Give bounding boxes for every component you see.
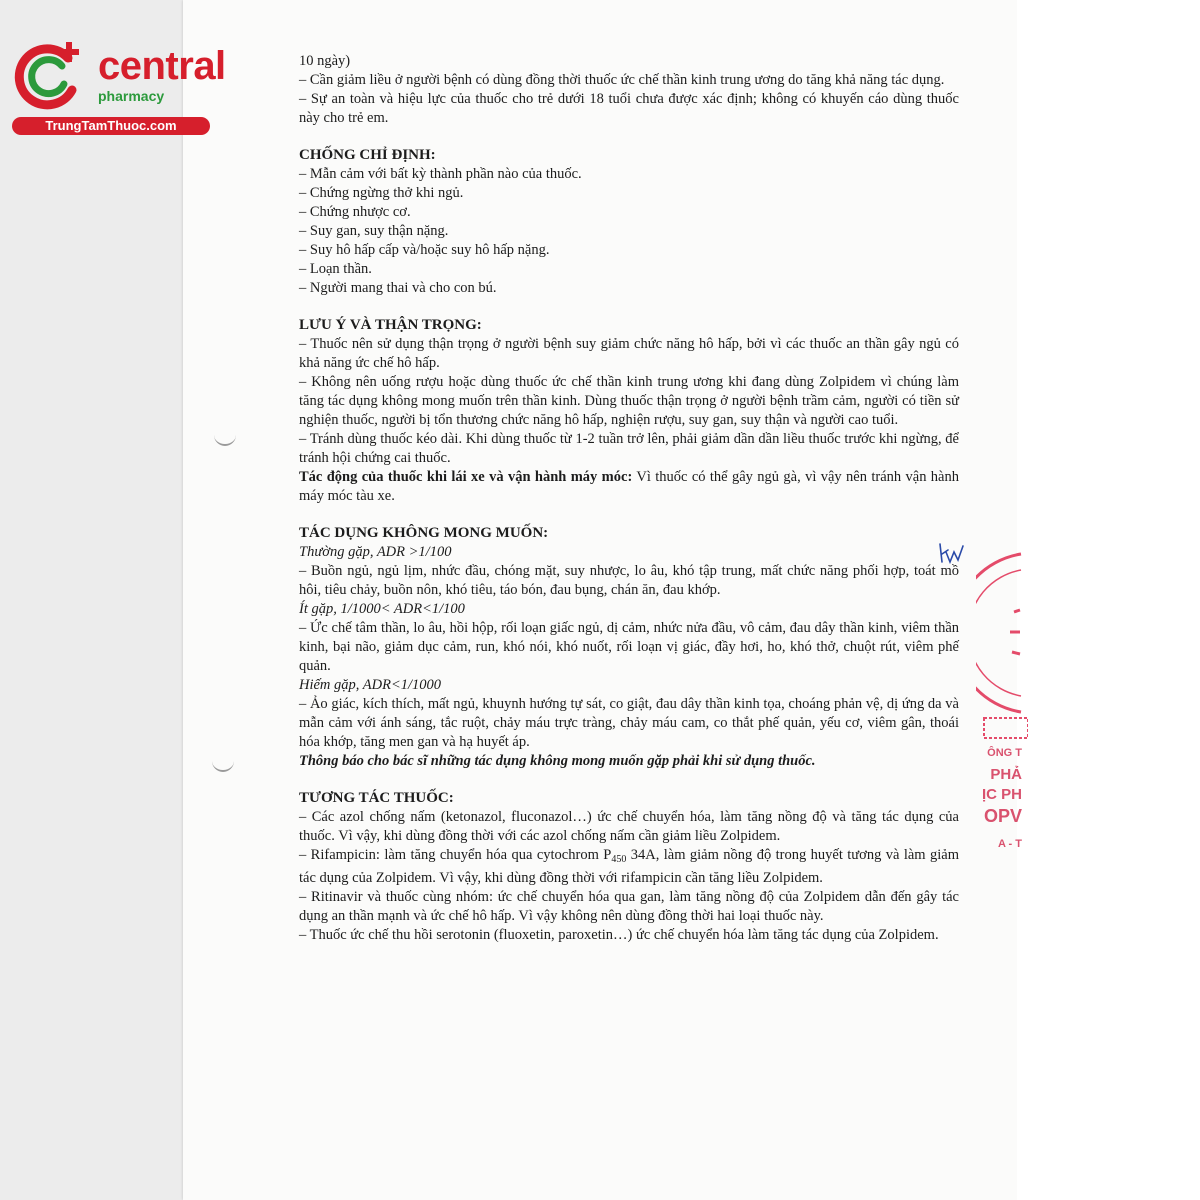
notice-text: Thông báo cho bác sĩ những tác dụng không mong muốn gặp phải khi sử dụng thuốc. [299,753,816,769]
central-pharmacy-logo [10,36,226,136]
list-item: – Suy hô hấp cấp và/hoặc suy hô hấp nặng. [299,242,550,258]
page-margin [1017,0,1200,1200]
section-heading-adverse-effects: TÁC DỤNG KHÔNG MONG MUỐN: [299,525,549,541]
paragraph: – Thuốc nên sử dụng thận trọng ở người bệnh suy giảm chức năng hô hấp, bởi vì các thuốc an thần gây ngủ có khả năng ức chế hô hấp. [299,336,959,371]
website-badge: TrungTamThuoc.com [12,117,210,135]
list-item: – Suy gan, suy thận nặng. [299,223,449,239]
section-heading-contraindications: CHỐNG CHỈ ĐỊNH: [299,147,436,163]
section-heading-interactions: TƯƠNG TÁC THUỐC: [299,790,454,806]
paragraph: – Buồn ngủ, ngủ lịm, nhức đầu, chóng mặt, suy nhược, lo âu, khó tập trung, mất chức năng phối hợp, toát mồ hôi, tiêu chảy, buồn nôn, khó tiêu, táo bón, đau bụng, chán ăn, đau khớp. [299,563,959,598]
company-stamp [976,552,1026,872]
brand-subtitle: pharmacy [98,88,165,104]
paragraph: – Tránh dùng thuốc kéo dài. Khi dùng thuốc từ 1-2 tuần trở lên, phải giảm dần dần liều thuốc trước khi ngừng, để tránh hội chứng cai thuốc. [299,431,959,466]
stamp-text: PHẢ [990,766,1022,783]
paragraph [299,846,959,888]
paragraph: – Ritinavir và thuốc cùng nhóm: ức chế chuyển hóa qua gan, làm tăng nồng độ của Zolpidem dẫn đến gây tác dụng an thần mạnh và ức chế hô hấp. Vì vậy không nên dùng đồng thời hai loại thuốc này. [299,889,959,924]
intro-line: 10 ngày) [299,53,351,69]
brand-name: central [98,44,226,88]
paragraph: – Không nên uống rượu hoặc dùng thuốc ức chế thần kinh trung ương khi đang dùng Zolpidem vì chúng làm tăng tác dụng không mong muốn trên thần kinh. Dùng thuốc thận trọng ở người bệnh trầm cảm, người có tiền sử nghiện thuốc, người bị tổn thương chức năng hô hấp, nghiện rượu, suy gan, suy thận và người cao tuổi. [299,374,959,428]
document-body [299,52,959,945]
list-item: – Loạn thần. [299,261,372,277]
pharmacy-cross-icon [10,36,90,116]
frequency-label: Ít gặp, 1/1000< ADR<1/100 [299,601,465,617]
section-heading-precautions: LƯU Ý VÀ THẬN TRỌNG: [299,317,482,333]
intro-line: – Sự an toàn và hiệu lực của thuốc cho trẻ dưới 18 tuổi chưa được xác định; không có khuyến cáo dùng thuốc này cho trẻ em. [299,91,959,126]
paragraph: – Ảo giác, kích thích, mất ngủ, khuynh hướng tự sát, co giật, đau dây thần kinh tọa, choáng phản vệ, dị ứng da và mẫn cảm với ánh sáng, tắc ruột, chảy máu trực tràng, chảy máu cam, co thắt phế quản, yếu cơ, viêm gân, thoái hóa khớp, tăng men gan và hạ huyết áp. [299,696,959,750]
stamp-seal-icon [976,552,1026,722]
handwritten-initials [936,540,966,570]
text-span: 34A, làm giảm nồng độ trong huyết tương và làm giảm tác dụng của Zolpidem. Vì vậy, khi dùng đồng thời với rifampicin cần tăng liều Zolpidem. [299,847,959,886]
driving-text: Vì thuốc có thể gây ngủ gà, vì vậy nên tránh vận hành máy móc tàu xe. [299,469,959,504]
text-span: – Rifampicin: làm tăng chuyển hóa qua cytochrom P [299,847,612,863]
stamp-border-icon [982,714,1028,742]
list-item: – Chứng ngừng thở khi ngủ. [299,185,464,201]
stamp-text: A - T [997,838,1022,850]
list-item: – Chứng nhược cơ. [299,204,411,220]
list-item: – Mẫn cảm với bất kỳ thành phần nào của thuốc. [299,166,582,182]
paragraph: – Các azol chống nấm (ketonazol, fluconazol…) ức chế chuyển hóa, làm tăng nồng độ và tăng tác dụng của thuốc. Vì vậy, khi dùng đồng thời với các azol chống nấm cần giảm liều Zolpidem. [299,809,959,844]
list-item: – Người mang thai và cho con bú. [299,280,497,296]
paragraph [299,468,959,506]
subscript: 450 [611,854,627,865]
paragraph: – Ức chế tâm thần, lo âu, hồi hộp, rối loạn giấc ngủ, dị cảm, nhức nửa đầu, vô cảm, đau dây thần kinh, viêm thần kinh, bại não, giảm dục cảm, run, khó nói, khó nuốt, rối loạn vị giác, đầy hơi, ho, khó thở, chuột rút, viêm phế quản. [299,620,959,674]
stamp-text: ÔNG T [987,747,1022,759]
intro-line: – Cần giảm liều ở người bệnh có dùng đồng thời thuốc ức chế thần kinh trung ương do tăng khả năng tác dụng. [299,72,945,88]
driving-label: Tác động của thuốc khi lái xe và vận hành máy móc: [299,469,633,485]
frequency-label: Hiếm gặp, ADR<1/1000 [299,677,442,693]
stamp-text: ỊC PH [981,786,1022,803]
paragraph: – Thuốc ức chế thu hồi serotonin (fluoxetin, paroxetin…) ức chế chuyển hóa làm tăng tác dụng của Zolpidem. [299,927,939,943]
frequency-label: Thường gặp, ADR >1/100 [299,544,452,560]
stamp-text: OPV [983,806,1022,826]
